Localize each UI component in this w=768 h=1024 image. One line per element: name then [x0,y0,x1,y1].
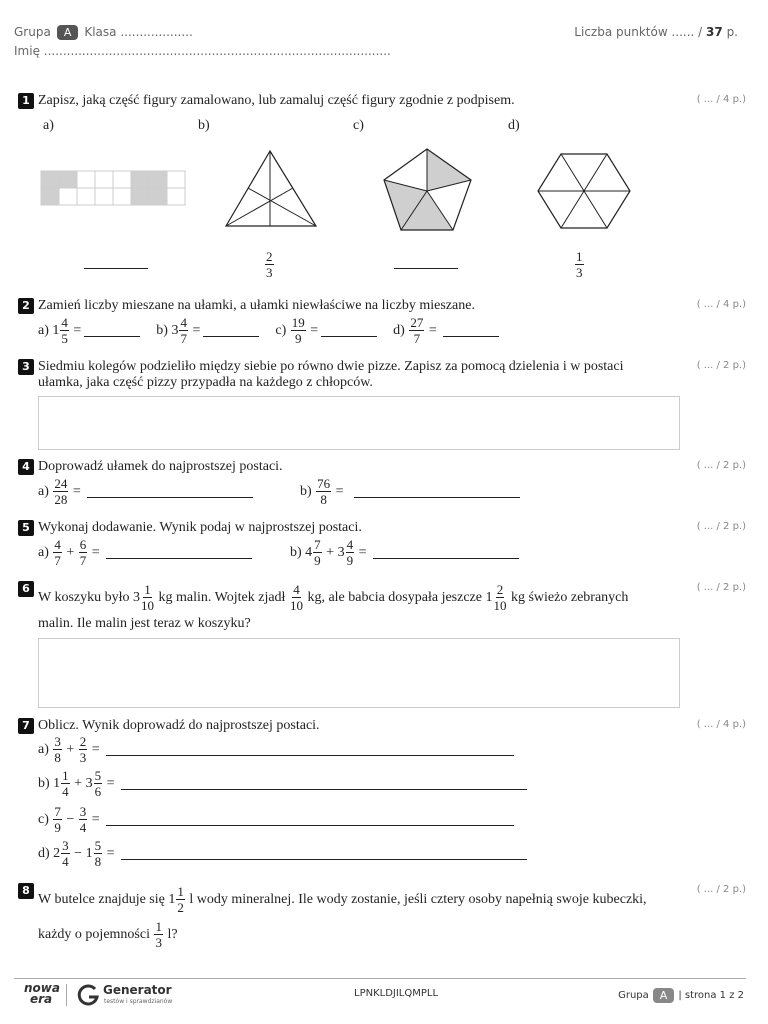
question-6-line2: malin. Ile malin jest teraz w koszyku? [38,616,251,631]
fraction [176,885,185,914]
text: W butelce znajduje się [38,891,165,907]
points-label: Liczba punktów ...... / [574,25,703,39]
equals: = [192,322,201,338]
denominator: 9 [314,553,321,568]
klasa-field[interactable]: Klasa ................... [84,25,193,39]
q1-label-b: b) [198,118,210,133]
footer-grupa-label: Grupa [618,990,649,1001]
denominator: 10 [289,598,303,613]
q1-label-c: c) [353,118,364,133]
numerator: 5 [94,768,102,783]
denominator: 7 [413,331,421,346]
numerator: 2 [266,249,273,264]
operator: + [66,544,75,560]
answer-blank[interactable] [203,324,259,337]
equals: = [106,845,115,861]
text: l wody mineralnej. Ile wody zostanie, jeśli cztery osoby napełnią swoje kubeczki, [189,891,647,907]
q6-answer-box[interactable] [38,638,680,708]
whole: 3 [171,322,179,338]
numerator: 2 [496,582,504,597]
q7-a [38,735,514,764]
question-4-points: ( ... / 2 p.) [696,460,746,471]
question-2-points: ( ... / 4 p.) [696,299,746,310]
text: kg świeżo zebranych [510,589,629,605]
numerator: 1 [576,249,583,264]
question-number-1: 1 [18,93,34,109]
test-code: LPNKLDJILQMPLL [354,988,439,999]
imie-field[interactable]: Imię ........................................................................................... [14,44,391,58]
numerator: 7 [314,537,321,552]
fraction [316,477,331,506]
grid-cell[interactable] [77,171,95,188]
q1-answer-c-line[interactable] [394,268,458,269]
question-number-4: 4 [18,459,34,475]
fraction [154,920,163,949]
fraction [94,839,103,868]
equals: = [358,544,367,560]
label: a) [38,483,49,499]
numerator: 4 [346,537,354,552]
numerator: 1 [62,768,69,783]
numerator: 19 [291,315,305,330]
grid-cell[interactable] [167,188,185,205]
question-number-3: 3 [18,359,34,375]
question-6-points: ( ... / 2 p.) [696,582,746,593]
denominator: 8 [54,750,61,765]
nowa-era-logo [24,983,60,1005]
grid-cell[interactable] [95,171,113,188]
fraction [79,538,88,567]
question-number-2: 2 [18,298,34,314]
fraction [141,583,154,612]
whole: 3 [133,589,141,605]
label: c) [38,811,49,827]
numerator: 6 [79,537,87,552]
q1-label-a: a) [43,118,54,133]
text: l? [167,926,178,942]
q3-answer-box[interactable] [38,396,680,450]
numerator: 1 [177,884,184,899]
grid-cell[interactable] [95,188,113,205]
answer-blank[interactable] [106,813,514,826]
logo-text-1: nowa [24,981,60,995]
equals: = [310,322,319,338]
numerator: 4 [61,315,68,330]
q2-b-label: b) [156,322,168,338]
fraction [409,316,424,345]
question-7-text: Oblicz. Wynik doprowadź do najprostszej postaci. [38,718,320,733]
grid-cell[interactable] [131,188,149,205]
whole: 1 [485,589,493,605]
footer-divider [14,978,746,979]
question-7-points: ( ... / 4 p.) [696,719,746,730]
q7-c [38,805,514,834]
grid-cell[interactable] [77,188,95,205]
grupa-label: Grupa [14,25,51,39]
numerator: 3 [54,734,61,749]
question-number-5: 5 [18,520,34,536]
denominator: 10 [493,598,507,613]
fraction [60,316,69,345]
whole: 3 [337,544,345,560]
denominator: 4 [62,854,69,869]
question-3-line2: ułamka, jaka część pizzy przypadła na każdego z chłopców. [38,375,373,390]
q4-b [300,477,520,506]
figure-c-pentagon[interactable] [380,146,474,234]
generator-title: Generator [103,983,172,997]
q6-line1 [38,583,628,612]
fraction [313,538,322,567]
answer-blank[interactable] [121,847,527,860]
denominator: 3 [576,265,583,280]
denominator: 7 [79,553,87,568]
whole: 1 [85,845,93,861]
label: a) [38,544,49,560]
text: każdy o pojemności [38,926,150,942]
points-header [574,25,738,39]
denominator: 3 [155,935,162,950]
denominator: 7 [54,553,61,568]
fraction [61,769,70,798]
fraction [94,769,103,798]
q5-a [38,538,252,567]
numerator: 4 [293,582,300,597]
denominator: 7 [180,331,187,346]
whole: 2 [53,845,61,861]
operator: − [66,811,75,827]
operator: + [74,775,83,791]
question-3-points: ( ... / 2 p.) [696,360,746,371]
q2-c-label: c) [275,322,287,338]
grid-cell[interactable] [131,171,149,188]
numerator: 24 [54,476,68,491]
numerator: 27 [410,315,424,330]
footer-page-info [618,988,744,1003]
operator: + [66,741,75,757]
footer-grupa-badge: A [653,988,675,1003]
equals: = [91,811,100,827]
answer-blank[interactable] [106,743,514,756]
grid-cell[interactable] [41,171,59,188]
numerator: 4 [54,537,61,552]
text: kg malin. Wojtek zjadł [158,589,286,605]
numerator: 1 [144,582,151,597]
answer-blank[interactable] [121,777,527,790]
denominator: 8 [94,854,102,869]
question-number-6: 6 [18,581,34,597]
denominator: 9 [346,553,354,568]
label: a) [38,741,49,757]
numerator: 1 [155,919,162,934]
fraction [61,839,70,868]
equals: = [72,483,81,499]
denominator: 8 [320,492,327,507]
grid-cell[interactable] [149,188,167,205]
fraction [493,583,506,612]
question-2-text: Zamień liczby mieszane na ułamki, a ułamki niewłaściwe na liczby mieszane. [38,298,475,313]
numerator: 2 [79,734,87,749]
fraction [53,538,62,567]
q8-line2 [38,920,178,949]
denominator: 9 [295,331,302,346]
q1-fraction-d [575,250,584,279]
page-indicator: | strona 1 z 2 [678,990,744,1001]
numerator: 5 [94,838,102,853]
fraction [53,735,62,764]
answer-blank[interactable] [373,546,519,559]
denominator: 10 [141,598,155,613]
denominator: 2 [177,900,184,915]
question-number-7: 7 [18,718,34,734]
equals: = [106,775,115,791]
logo-text-2: era [30,992,53,1006]
denominator: 9 [54,820,61,835]
grid-cell[interactable] [113,171,131,188]
question-1-text: Zapisz, jaką część figury zamalowano, lub zamaluj część figury zgodnie z podpisem. [38,93,515,108]
whole: 3 [85,775,93,791]
grid-cell[interactable] [41,188,59,205]
denominator: 3 [266,265,273,280]
denominator: 5 [61,331,68,346]
equals: = [91,741,100,757]
numerator: 4 [180,315,187,330]
answer-blank[interactable] [321,324,377,337]
logo-divider [66,984,67,1006]
grid-cell[interactable] [149,171,167,188]
text: W koszyku było [38,589,130,605]
numerator: 76 [317,476,331,491]
denominator: 6 [94,784,102,799]
generator-subtitle: testów i sprawdzianów [104,998,173,1005]
fraction [53,477,68,506]
q8-line1 [38,885,647,914]
grid-cell[interactable] [59,188,77,205]
question-5-points: ( ... / 2 p.) [696,521,746,532]
label: b) [38,775,50,791]
equals: = [335,483,344,499]
question-3-line1: Siedmiu kolegów podzieliło między siebie po równo dwie pizze. Zapisz za pomocą dzielenia i w postaci [38,359,624,374]
q7-b [38,769,527,798]
numerator: 7 [54,804,61,819]
question-number-8: 8 [18,883,34,899]
denominator: 4 [79,820,87,835]
whole: 1 [52,322,60,338]
numerator: 3 [79,804,87,819]
answer-blank[interactable] [354,485,520,498]
fraction [291,316,306,345]
question-1-points: ( ... / 4 p.) [696,94,746,105]
label: b) [290,544,302,560]
question-5-text: Wykonaj dodawanie. Wynik podaj w najprostszej postaci. [38,520,362,535]
q7-d [38,839,527,868]
whole: 1 [53,775,61,791]
question-8-points: ( ... / 2 p.) [696,884,746,895]
label: b) [300,483,312,499]
header-group [14,25,193,40]
generator-g-icon [76,983,100,1007]
q1-fraction-b [265,250,274,279]
answer-blank[interactable] [87,485,253,498]
q2-d-label: d) [393,322,405,338]
denominator: 4 [62,784,69,799]
whole: 4 [305,544,313,560]
figure-a-grid[interactable] [40,170,188,208]
operator: − [74,845,83,861]
fraction [79,805,88,834]
fraction [179,316,188,345]
answer-blank[interactable] [443,324,499,337]
q1-answer-a-line[interactable] [84,268,148,269]
q4-a [38,477,253,506]
grid-cell[interactable] [167,171,185,188]
whole: 1 [168,891,176,907]
fraction [290,583,303,612]
q5-b [290,538,519,567]
operator: + [326,544,335,560]
answer-blank[interactable] [106,546,252,559]
grid-cell[interactable] [59,171,77,188]
equals: = [91,544,100,560]
q2-a-label: a) [38,322,49,338]
text: kg, ale babcia dosypała jeszcze [307,589,482,605]
grupa-badge: A [57,25,79,40]
fraction [53,805,62,834]
fraction [346,538,355,567]
denominator: 3 [79,750,87,765]
figure-b-triangle[interactable] [222,148,320,230]
label: d) [38,845,50,861]
grid-cell[interactable] [113,188,131,205]
equals: = [73,322,82,338]
answer-blank[interactable] [84,324,140,337]
equals: = [428,322,437,338]
denominator: 28 [54,492,68,507]
q2-row [38,316,499,345]
figure-d-hexagon[interactable] [534,150,634,232]
q1-label-d: d) [508,118,520,133]
points-suffix: p. [726,25,738,39]
points-total: 37 [706,25,723,39]
question-4-text: Doprowadź ułamek do najprostszej postaci. [38,459,283,474]
fraction [79,735,88,764]
numerator: 3 [62,838,69,853]
